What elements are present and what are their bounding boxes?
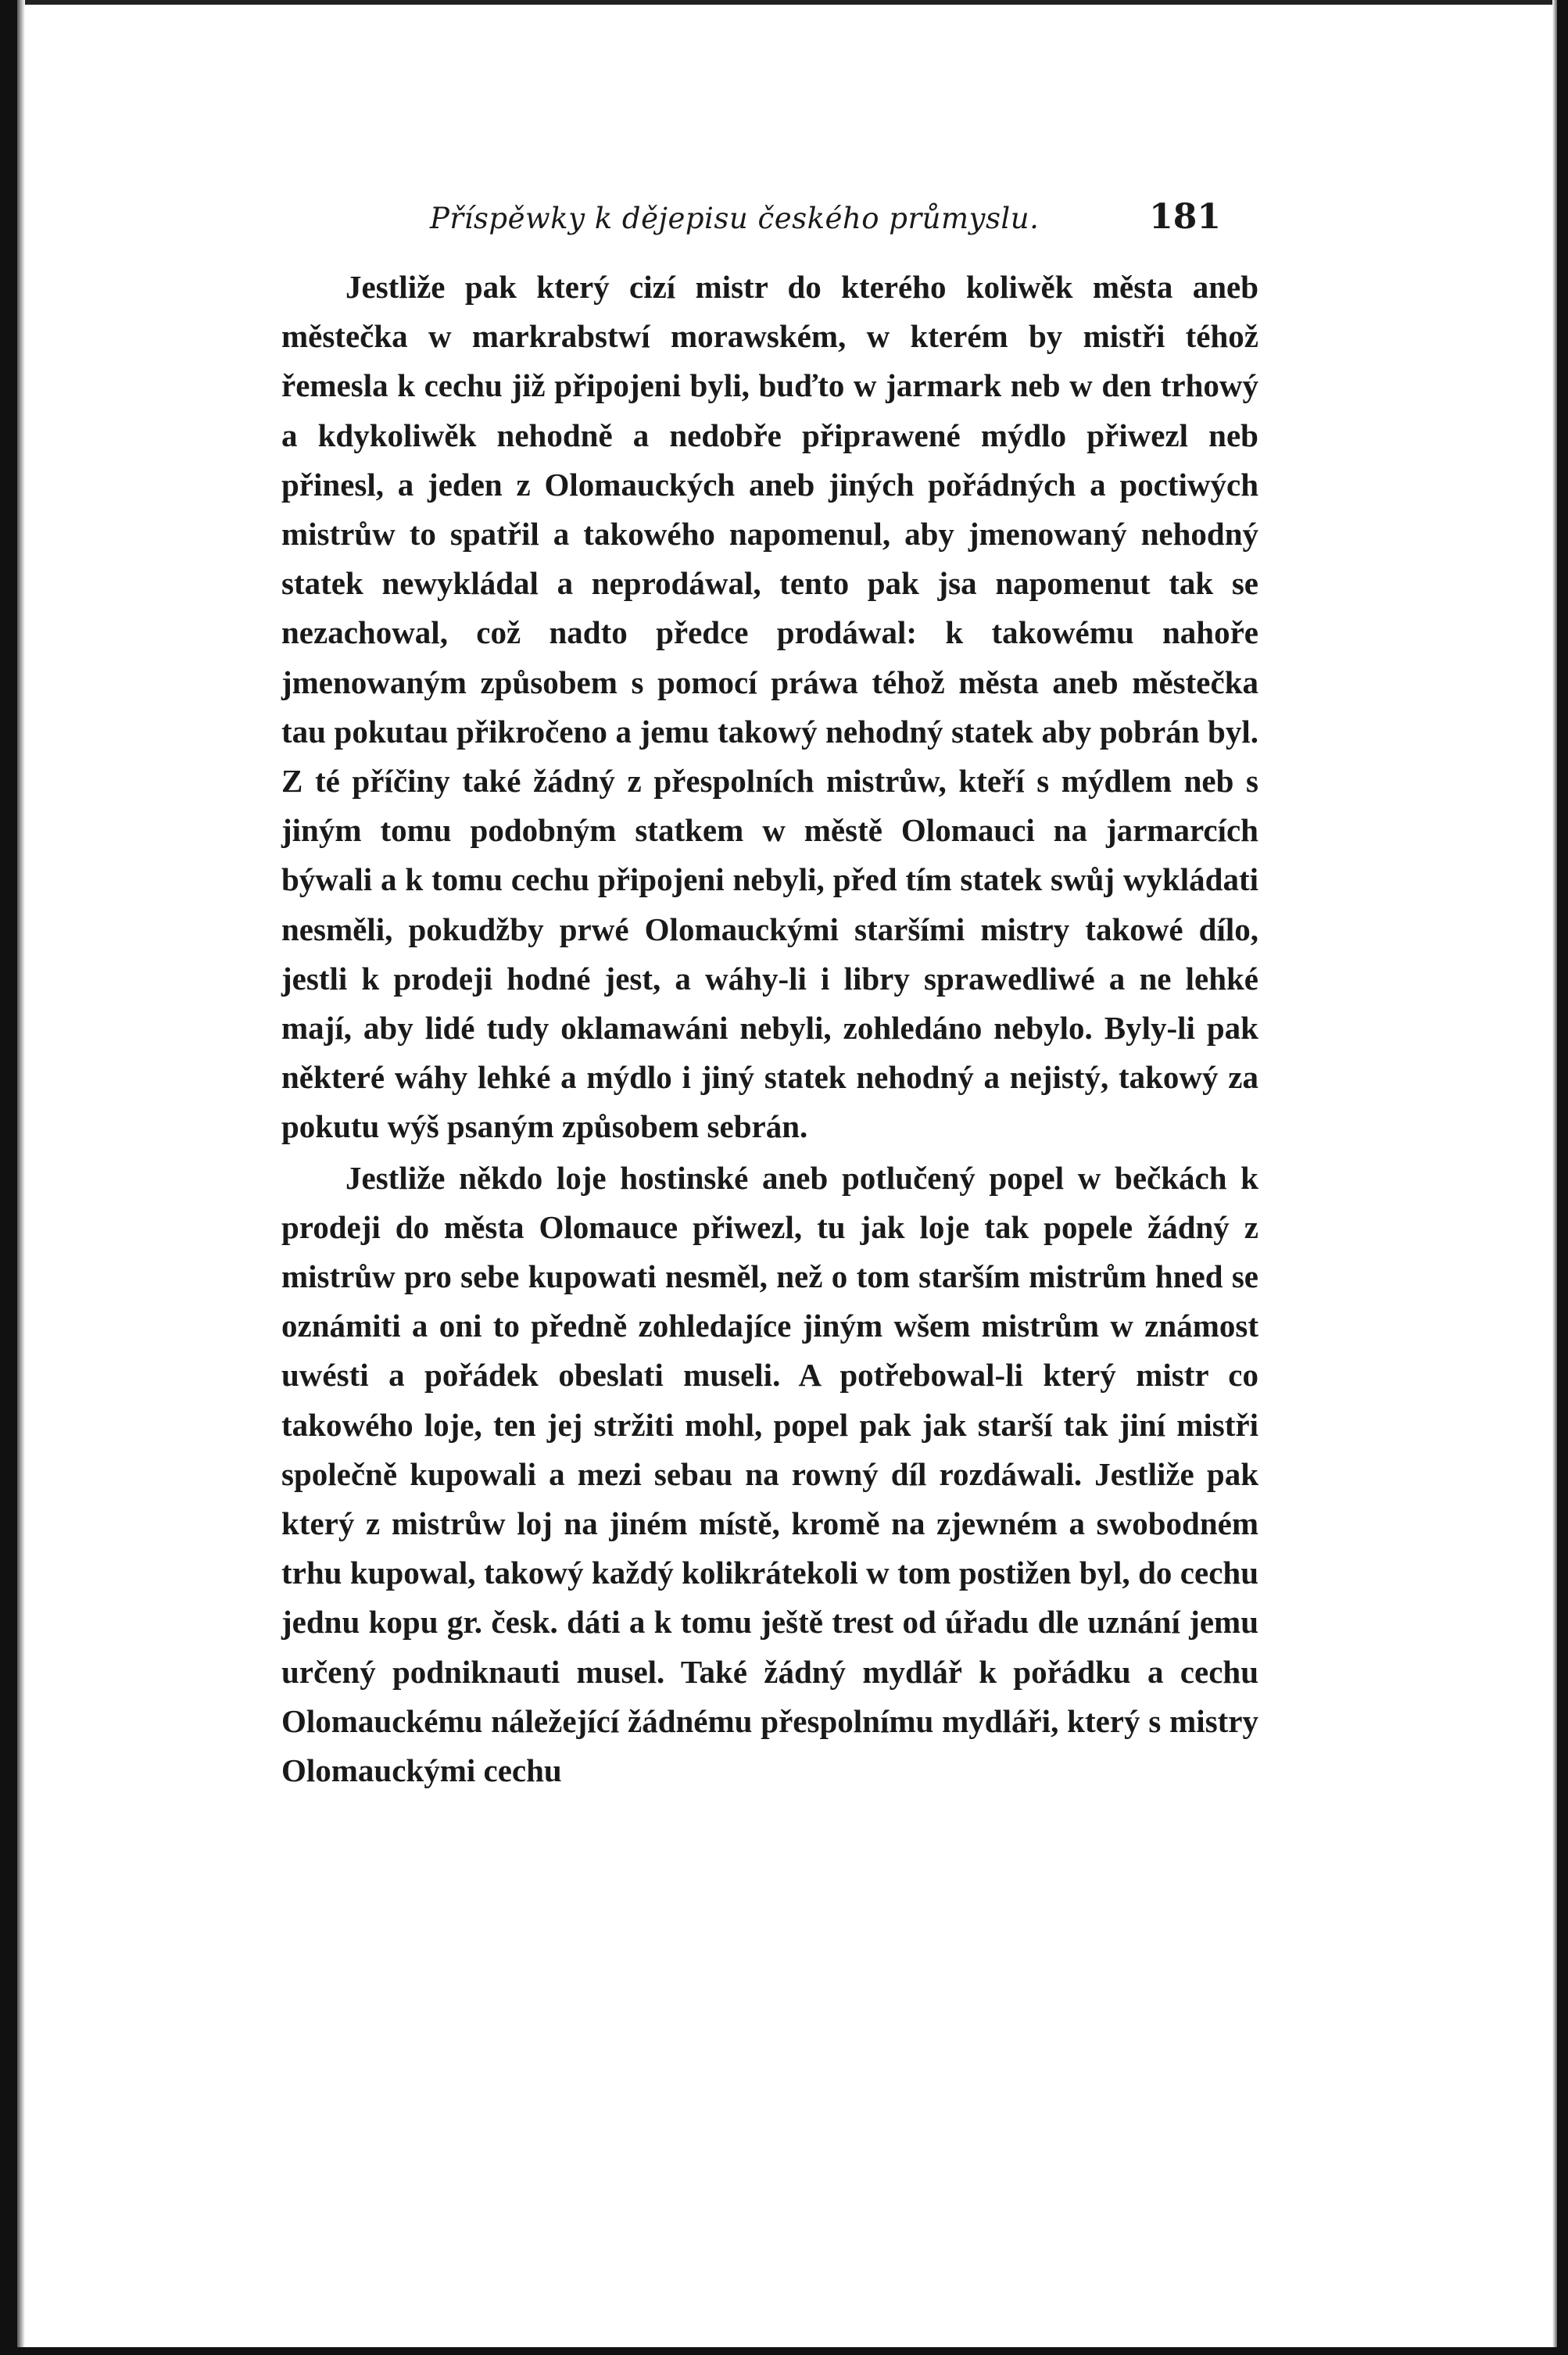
paragraph-1: Jestliže pak který cizí mistr do kterého koliwěk města aneb městečka w markrabstwí morawském, w kterém by mistři téhož řemesla k cechu již připojeni byli, buďto w jarmark neb w den trhowý a kdykoliwěk nehodně a nedobře připrawené mýdlo přiwezl neb přinesl, a jeden z Olomauckých aneb jiných pořádných a poctiwých mistrůw to spatřil a takowého napomenul, aby jmenowaný nehodný statek newykládal a neprodáwal, tento pak jsa napomenut tak se nezachowal, což nadto předce prodáwal: k takowému nahoře jmenowaným způsobem s pomocí práwa téhož města aneb městečka tau pokutau přikročeno a jemu takowý nehodný statek aby pobrán byl. Z té příčiny také žádný z přespolních mistrůw, kteří s mýdlem neb s jiným tomu podobným statkem w městě Olomauci na jarmarcích býwali a k tomu cechu připojeni nebyli, před tím statek swůj wykládati nesměli, pokudžby prwé Olomauckými staršími mistry takowé dílo, jestli k prodeji hodné jest, a wáhy-li i libry sprawedliwé a ne lehké mají, aby lidé tudy oklamawáni nebyli, zohledáno nebylo. Byly-li pak některé wáhy lehké a mýdlo i jiný statek nehodný a nejistý, takowý za pokutu wýš psaným způsobem sebrán.: [281, 269, 1258, 1145]
scan-left-edge: [0, 0, 17, 2355]
paragraph-2: Jestliže někdo loje hostinské aneb potlučený popel w bečkách k prodeji do města Olomauce přiwezl, tu jak loje tak popele žádný z mistrůw pro sebe kupowati nesměl, než o tom starším mistrům hned se oznámiti a oni to předně zohledajíce jiným wšem mistrům w známost uwésti a pořádek obeslati museli. A potřebowal-li který mistr co takowého loje, ten jej stržiti mohl, popel pak jak starší tak jiní mistři společně kupowali a mezi sebau na rowný díl rozdáwali. Jestliže pak který z mistrůw loj na jiném místě, kromě na zjewném a swobodném trhu kupowal, takowý každý kolikrátekoli w tom postižen byl, do cechu jednu kopu gr. česk. dáti a k tomu ještě trest od úřadu dle uznání jemu určený podniknauti musel. Také žádný mydlář k pořádku a cechu Olomauckému náležející žádnému přespolnímu mydláři, který s mistry Olomauckými cechu: [281, 1159, 1258, 1789]
scan-left-shadow: [17, 0, 25, 2355]
scan-right-edge: [1557, 0, 1568, 2355]
scan-bottom-edge: [0, 2347, 1568, 2355]
running-title: Příspěwky k dějepisu českého průmyslu.: [430, 202, 1040, 235]
running-head: [281, 194, 1258, 249]
book-page: [281, 194, 1258, 1795]
scan-right-shadow: [1552, 0, 1557, 2355]
body-text: [281, 263, 1258, 1795]
scan-top-edge: [0, 0, 1568, 5]
page-number: 181: [1149, 197, 1221, 237]
